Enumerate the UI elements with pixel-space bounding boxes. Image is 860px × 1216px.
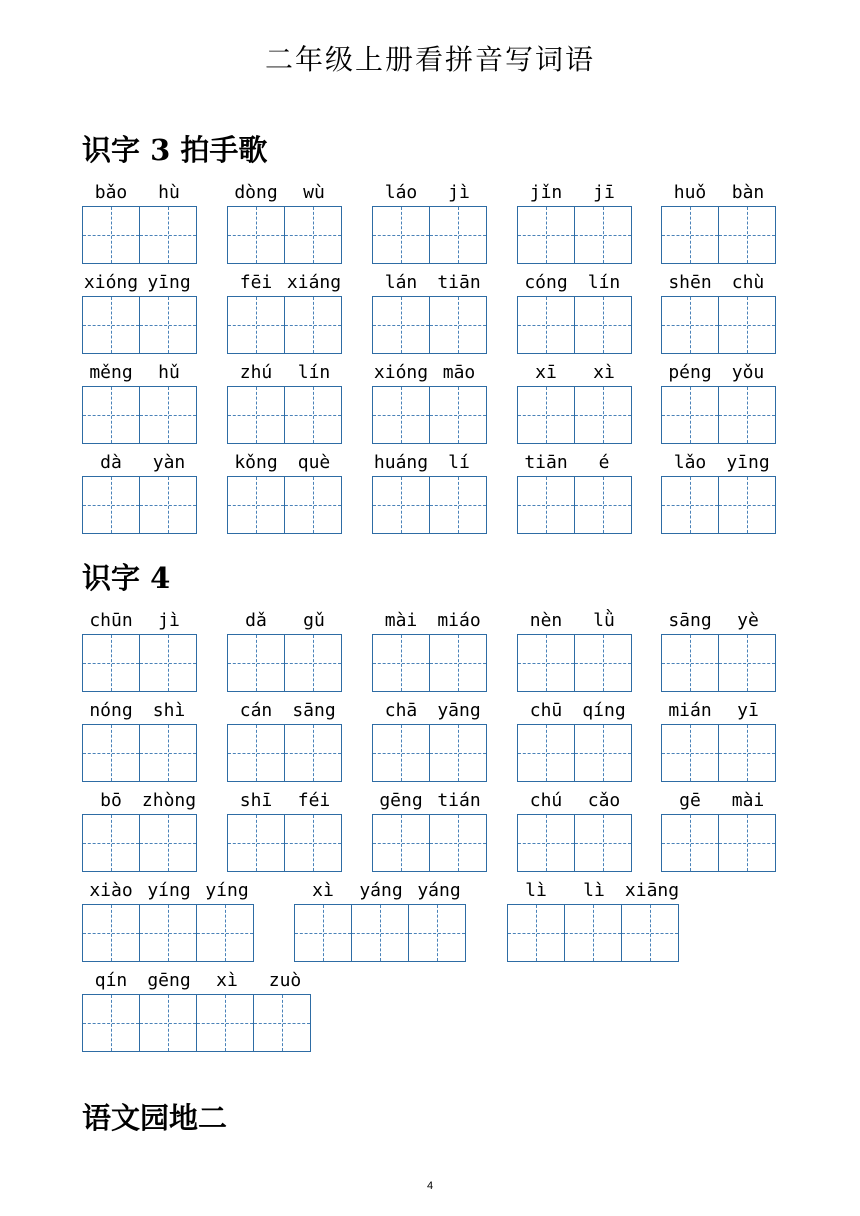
writing-grid [227, 814, 343, 872]
writing-grid [372, 296, 488, 354]
writing-grid [227, 724, 343, 782]
tian-grid-box[interactable] [574, 814, 632, 872]
pinyin-row [227, 272, 343, 294]
pinyin-syllable: tián [437, 790, 481, 811]
section-title: 语文园地二 [82, 1101, 228, 1135]
word-item [227, 362, 343, 444]
tian-grid-box[interactable] [82, 634, 140, 692]
tian-grid-box[interactable] [661, 476, 719, 534]
pinyin-row [82, 182, 198, 204]
writing-grid [661, 206, 777, 264]
tian-grid-box[interactable] [429, 634, 487, 692]
writing-grid [517, 724, 633, 782]
pinyin-syllable: tiān [437, 272, 481, 293]
writing-grid [294, 904, 468, 962]
word-item [82, 362, 198, 444]
pinyin-syllable: chú [529, 790, 563, 811]
pinyin-syllable: shēn [668, 272, 712, 293]
pinyin-row [661, 452, 777, 474]
pinyin-syllable: yīng [726, 452, 770, 473]
tian-grid-box[interactable] [517, 206, 575, 264]
pinyin-syllable: yè [737, 610, 759, 631]
tian-grid-box[interactable] [574, 724, 632, 782]
word-item [661, 700, 777, 782]
tian-grid-box[interactable] [351, 904, 409, 962]
pinyin-syllable: shì [152, 700, 186, 721]
pinyin-row [227, 610, 343, 632]
pinyin-row [227, 790, 343, 812]
tian-grid-box[interactable] [517, 476, 575, 534]
pinyin-syllable: jǐn [529, 182, 563, 203]
pinyin-syllable: dòng [234, 182, 278, 203]
tian-grid-box[interactable] [139, 724, 197, 782]
writing-grid [227, 386, 343, 444]
pinyin-row [661, 362, 777, 384]
word-item [517, 610, 633, 692]
writing-grid [82, 206, 198, 264]
writing-grid [661, 814, 777, 872]
tian-grid-box[interactable] [718, 724, 776, 782]
tian-grid-box[interactable] [517, 814, 575, 872]
tian-grid-box[interactable] [429, 206, 487, 264]
tian-grid-box[interactable] [574, 476, 632, 534]
writing-grid [661, 386, 777, 444]
pinyin-row [82, 970, 314, 992]
pinyin-row [517, 272, 633, 294]
tian-grid-box[interactable] [139, 296, 197, 354]
writing-grid [227, 634, 343, 692]
tian-grid-box[interactable] [574, 206, 632, 264]
pinyin-syllable: nóng [89, 700, 133, 721]
pinyin-syllable: cóng [524, 272, 568, 293]
tian-grid-box[interactable] [517, 296, 575, 354]
tian-grid-box[interactable] [718, 814, 776, 872]
pinyin-syllable: hù [158, 182, 180, 203]
pinyin-syllable: jì [448, 182, 470, 203]
word-item [227, 182, 343, 264]
pinyin-syllable: fēi [239, 272, 273, 293]
tian-grid-box[interactable] [82, 206, 140, 264]
word-item [294, 880, 468, 962]
word-item [661, 182, 777, 264]
pinyin-row [372, 790, 488, 812]
pinyin-syllable: cǎo [587, 790, 621, 811]
tian-grid-box[interactable] [284, 476, 342, 534]
writing-grid [227, 206, 343, 264]
pinyin-row [661, 700, 777, 722]
pinyin-syllable: lì [525, 880, 547, 901]
writing-grid [82, 814, 198, 872]
pinyin-syllable: féi [297, 790, 331, 811]
writing-grid [372, 634, 488, 692]
tian-grid-box[interactable] [82, 724, 140, 782]
tian-grid-box[interactable] [718, 386, 776, 444]
tian-grid-box[interactable] [196, 994, 254, 1052]
writing-grid [517, 386, 633, 444]
pinyin-syllable: xióng [83, 272, 139, 293]
pinyin-syllable: wù [303, 182, 325, 203]
pinyin-syllable: yíng [147, 880, 191, 901]
tian-grid-box[interactable] [372, 814, 430, 872]
tian-grid-box[interactable] [429, 724, 487, 782]
pinyin-syllable: yíng [205, 880, 249, 901]
pinyin-syllable: hǔ [158, 362, 180, 383]
tian-grid-box[interactable] [227, 476, 285, 534]
pinyin-syllable: gēng [379, 790, 423, 811]
pinyin-syllable: xiáng [286, 272, 342, 293]
word-item [82, 880, 256, 962]
word-item [661, 272, 777, 354]
pinyin-row [227, 362, 343, 384]
pinyin-syllable: xì [216, 970, 238, 991]
tian-grid-box[interactable] [284, 296, 342, 354]
tian-grid-box[interactable] [82, 386, 140, 444]
writing-grid [661, 634, 777, 692]
pinyin-syllable: xiāng [624, 880, 680, 901]
pinyin-syllable: gēng [147, 970, 191, 991]
pinyin-syllable: huáng [373, 452, 429, 473]
tian-grid-box[interactable] [574, 634, 632, 692]
pinyin-row [661, 790, 777, 812]
writing-grid [82, 724, 198, 782]
word-item [82, 452, 198, 534]
pinyin-syllable: zuò [268, 970, 302, 991]
writing-grid [82, 386, 198, 444]
word-item [82, 790, 198, 872]
tian-grid-box[interactable] [564, 904, 622, 962]
tian-grid-box[interactable] [574, 296, 632, 354]
tian-grid-box[interactable] [429, 814, 487, 872]
writing-grid [82, 994, 314, 1052]
pinyin-syllable: lín [297, 362, 331, 383]
tian-grid-box[interactable] [574, 386, 632, 444]
writing-grid [227, 476, 343, 534]
writing-grid [517, 814, 633, 872]
pinyin-syllable: māo [442, 362, 476, 383]
word-item [372, 272, 488, 354]
word-item [227, 790, 343, 872]
pinyin-syllable: tiān [524, 452, 568, 473]
word-item [517, 700, 633, 782]
pinyin-syllable: lǎo [673, 452, 707, 473]
writing-grid [517, 296, 633, 354]
tian-grid-box[interactable] [718, 634, 776, 692]
tian-grid-box[interactable] [284, 814, 342, 872]
tian-grid-box[interactable] [661, 814, 719, 872]
word-item [227, 452, 343, 534]
pinyin-syllable: gǔ [303, 610, 325, 631]
tian-grid-box[interactable] [227, 814, 285, 872]
pinyin-row [82, 610, 198, 632]
pinyin-row [661, 610, 777, 632]
word-item [372, 610, 488, 692]
pinyin-syllable: gē [679, 790, 701, 811]
pinyin-syllable: yàn [152, 452, 186, 473]
pinyin-syllable: láo [384, 182, 418, 203]
pinyin-syllable: yīng [147, 272, 191, 293]
tian-grid-box[interactable] [82, 994, 140, 1052]
tian-grid-box[interactable] [82, 296, 140, 354]
tian-grid-box[interactable] [196, 904, 254, 962]
tian-grid-box[interactable] [621, 904, 679, 962]
word-item [227, 700, 343, 782]
tian-grid-box[interactable] [507, 904, 565, 962]
tian-grid-box[interactable] [517, 724, 575, 782]
pinyin-syllable: lán [384, 272, 418, 293]
writing-grid [82, 634, 198, 692]
writing-grid [517, 634, 633, 692]
writing-grid [372, 724, 488, 782]
tian-grid-box[interactable] [139, 206, 197, 264]
pinyin-row [372, 362, 488, 384]
word-item [517, 272, 633, 354]
tian-grid-box[interactable] [429, 296, 487, 354]
tian-grid-box[interactable] [517, 634, 575, 692]
tian-grid-box[interactable] [661, 386, 719, 444]
writing-grid [661, 476, 777, 534]
pinyin-syllable: lì [583, 880, 605, 901]
tian-grid-box[interactable] [718, 296, 776, 354]
tian-grid-box[interactable] [372, 206, 430, 264]
pinyin-syllable: xì [593, 362, 615, 383]
pinyin-syllable: mài [384, 610, 418, 631]
tian-grid-box[interactable] [661, 724, 719, 782]
pinyin-row [517, 790, 633, 812]
tian-grid-box[interactable] [82, 904, 140, 962]
tian-grid-box[interactable] [227, 296, 285, 354]
pinyin-row [294, 880, 468, 902]
pinyin-syllable: zhòng [141, 790, 197, 811]
tian-grid-box[interactable] [661, 634, 719, 692]
pinyin-row [372, 272, 488, 294]
pinyin-row [227, 182, 343, 204]
pinyin-syllable: sāng [292, 700, 336, 721]
pinyin-syllable: měng [89, 362, 133, 383]
writing-grid [227, 296, 343, 354]
tian-grid-box[interactable] [227, 386, 285, 444]
tian-grid-box[interactable] [284, 206, 342, 264]
pinyin-syllable: nèn [529, 610, 563, 631]
word-item [82, 610, 198, 692]
tian-grid-box[interactable] [294, 904, 352, 962]
pinyin-syllable: bǎo [94, 182, 128, 203]
word-item [661, 610, 777, 692]
word-item [372, 182, 488, 264]
tian-grid-box[interactable] [139, 994, 197, 1052]
pinyin-syllable: chù [731, 272, 765, 293]
pinyin-syllable: yāng [437, 700, 481, 721]
pinyin-syllable: chā [384, 700, 418, 721]
pinyin-row [517, 700, 633, 722]
pinyin-syllable: zhú [239, 362, 273, 383]
pinyin-row [517, 452, 633, 474]
word-item [507, 880, 681, 962]
word-item [227, 272, 343, 354]
pinyin-row [372, 700, 488, 722]
pinyin-syllable: yǒu [731, 362, 765, 383]
word-item [82, 182, 198, 264]
tian-grid-box[interactable] [253, 994, 311, 1052]
tian-grid-box[interactable] [139, 904, 197, 962]
tian-grid-box[interactable] [718, 476, 776, 534]
tian-grid-box[interactable] [284, 724, 342, 782]
writing-grid [372, 386, 488, 444]
pinyin-syllable: péng [668, 362, 712, 383]
pinyin-syllable: é [598, 452, 610, 473]
pinyin-syllable: qín [94, 970, 128, 991]
pinyin-syllable: shī [239, 790, 273, 811]
word-item [517, 182, 633, 264]
pinyin-syllable: yáng [359, 880, 403, 901]
word-item [661, 452, 777, 534]
pinyin-syllable: yī [737, 700, 759, 721]
word-item [82, 272, 198, 354]
tian-grid-box[interactable] [139, 814, 197, 872]
section-title: 识字 4 [82, 561, 171, 595]
tian-grid-box[interactable] [372, 476, 430, 534]
tian-grid-box[interactable] [372, 634, 430, 692]
pinyin-syllable: chūn [89, 610, 133, 631]
tian-grid-box[interactable] [82, 476, 140, 534]
pinyin-row [227, 452, 343, 474]
page-number: 4 [426, 1180, 434, 1192]
tian-grid-box[interactable] [408, 904, 466, 962]
word-item [82, 700, 198, 782]
pinyin-syllable: dà [100, 452, 122, 473]
tian-grid-box[interactable] [718, 206, 776, 264]
tian-grid-box[interactable] [82, 814, 140, 872]
tian-grid-box[interactable] [284, 634, 342, 692]
tian-grid-box[interactable] [661, 206, 719, 264]
pinyin-row [372, 452, 488, 474]
word-item [372, 362, 488, 444]
pinyin-syllable: miáo [437, 610, 481, 631]
pinyin-syllable: dǎ [245, 610, 267, 631]
word-item [517, 790, 633, 872]
pinyin-syllable: yáng [417, 880, 461, 901]
section-title: 识字 3 拍手歌 [82, 133, 268, 167]
tian-grid-box[interactable] [227, 206, 285, 264]
page-title: 二年级上册看拼音写词语 [264, 43, 595, 76]
pinyin-syllable: xì [312, 880, 334, 901]
pinyin-syllable: què [297, 452, 331, 473]
pinyin-syllable: jī [593, 182, 615, 203]
pinyin-syllable: lí [448, 452, 470, 473]
writing-grid [372, 476, 488, 534]
pinyin-syllable: xiào [89, 880, 133, 901]
word-item [82, 970, 314, 1052]
pinyin-row [82, 790, 198, 812]
pinyin-syllable: jì [158, 610, 180, 631]
tian-grid-box[interactable] [372, 296, 430, 354]
writing-grid [82, 296, 198, 354]
word-item [517, 452, 633, 534]
tian-grid-box[interactable] [227, 724, 285, 782]
tian-grid-box[interactable] [284, 386, 342, 444]
pinyin-syllable: xióng [373, 362, 429, 383]
word-item [372, 700, 488, 782]
tian-grid-box[interactable] [227, 634, 285, 692]
pinyin-syllable: bàn [731, 182, 765, 203]
writing-grid [517, 476, 633, 534]
writing-grid [82, 476, 198, 534]
pinyin-syllable: huǒ [673, 182, 707, 203]
pinyin-row [82, 272, 198, 294]
pinyin-row [517, 182, 633, 204]
pinyin-syllable: xī [535, 362, 557, 383]
pinyin-syllable: qíng [582, 700, 626, 721]
pinyin-row [82, 880, 256, 902]
tian-grid-box[interactable] [139, 476, 197, 534]
tian-grid-box[interactable] [372, 386, 430, 444]
pinyin-row [82, 362, 198, 384]
tian-grid-box[interactable] [372, 724, 430, 782]
pinyin-row [227, 700, 343, 722]
pinyin-row [82, 700, 198, 722]
tian-grid-box[interactable] [429, 476, 487, 534]
writing-grid [661, 724, 777, 782]
word-item [372, 452, 488, 534]
pinyin-row [661, 182, 777, 204]
tian-grid-box[interactable] [517, 386, 575, 444]
writing-grid [661, 296, 777, 354]
pinyin-syllable: chū [529, 700, 563, 721]
word-item [517, 362, 633, 444]
pinyin-row [82, 452, 198, 474]
pinyin-syllable: kǒng [234, 452, 278, 473]
tian-grid-box[interactable] [139, 634, 197, 692]
writing-grid [517, 206, 633, 264]
pinyin-syllable: mài [731, 790, 765, 811]
writing-grid [372, 814, 488, 872]
pinyin-syllable: sāng [668, 610, 712, 631]
pinyin-row [517, 362, 633, 384]
word-item [227, 610, 343, 692]
word-item [661, 790, 777, 872]
tian-grid-box[interactable] [139, 386, 197, 444]
word-item [372, 790, 488, 872]
pinyin-syllable: cán [239, 700, 273, 721]
tian-grid-box[interactable] [661, 296, 719, 354]
pinyin-syllable: lǜ [593, 610, 615, 631]
word-item [661, 362, 777, 444]
pinyin-row [661, 272, 777, 294]
pinyin-syllable: lín [587, 272, 621, 293]
tian-grid-box[interactable] [429, 386, 487, 444]
pinyin-row [372, 182, 488, 204]
pinyin-syllable: mián [668, 700, 712, 721]
writing-grid [82, 904, 256, 962]
pinyin-row [372, 610, 488, 632]
writing-grid [507, 904, 681, 962]
pinyin-syllable: bō [100, 790, 122, 811]
pinyin-row [517, 610, 633, 632]
writing-grid [372, 206, 488, 264]
pinyin-row [507, 880, 681, 902]
